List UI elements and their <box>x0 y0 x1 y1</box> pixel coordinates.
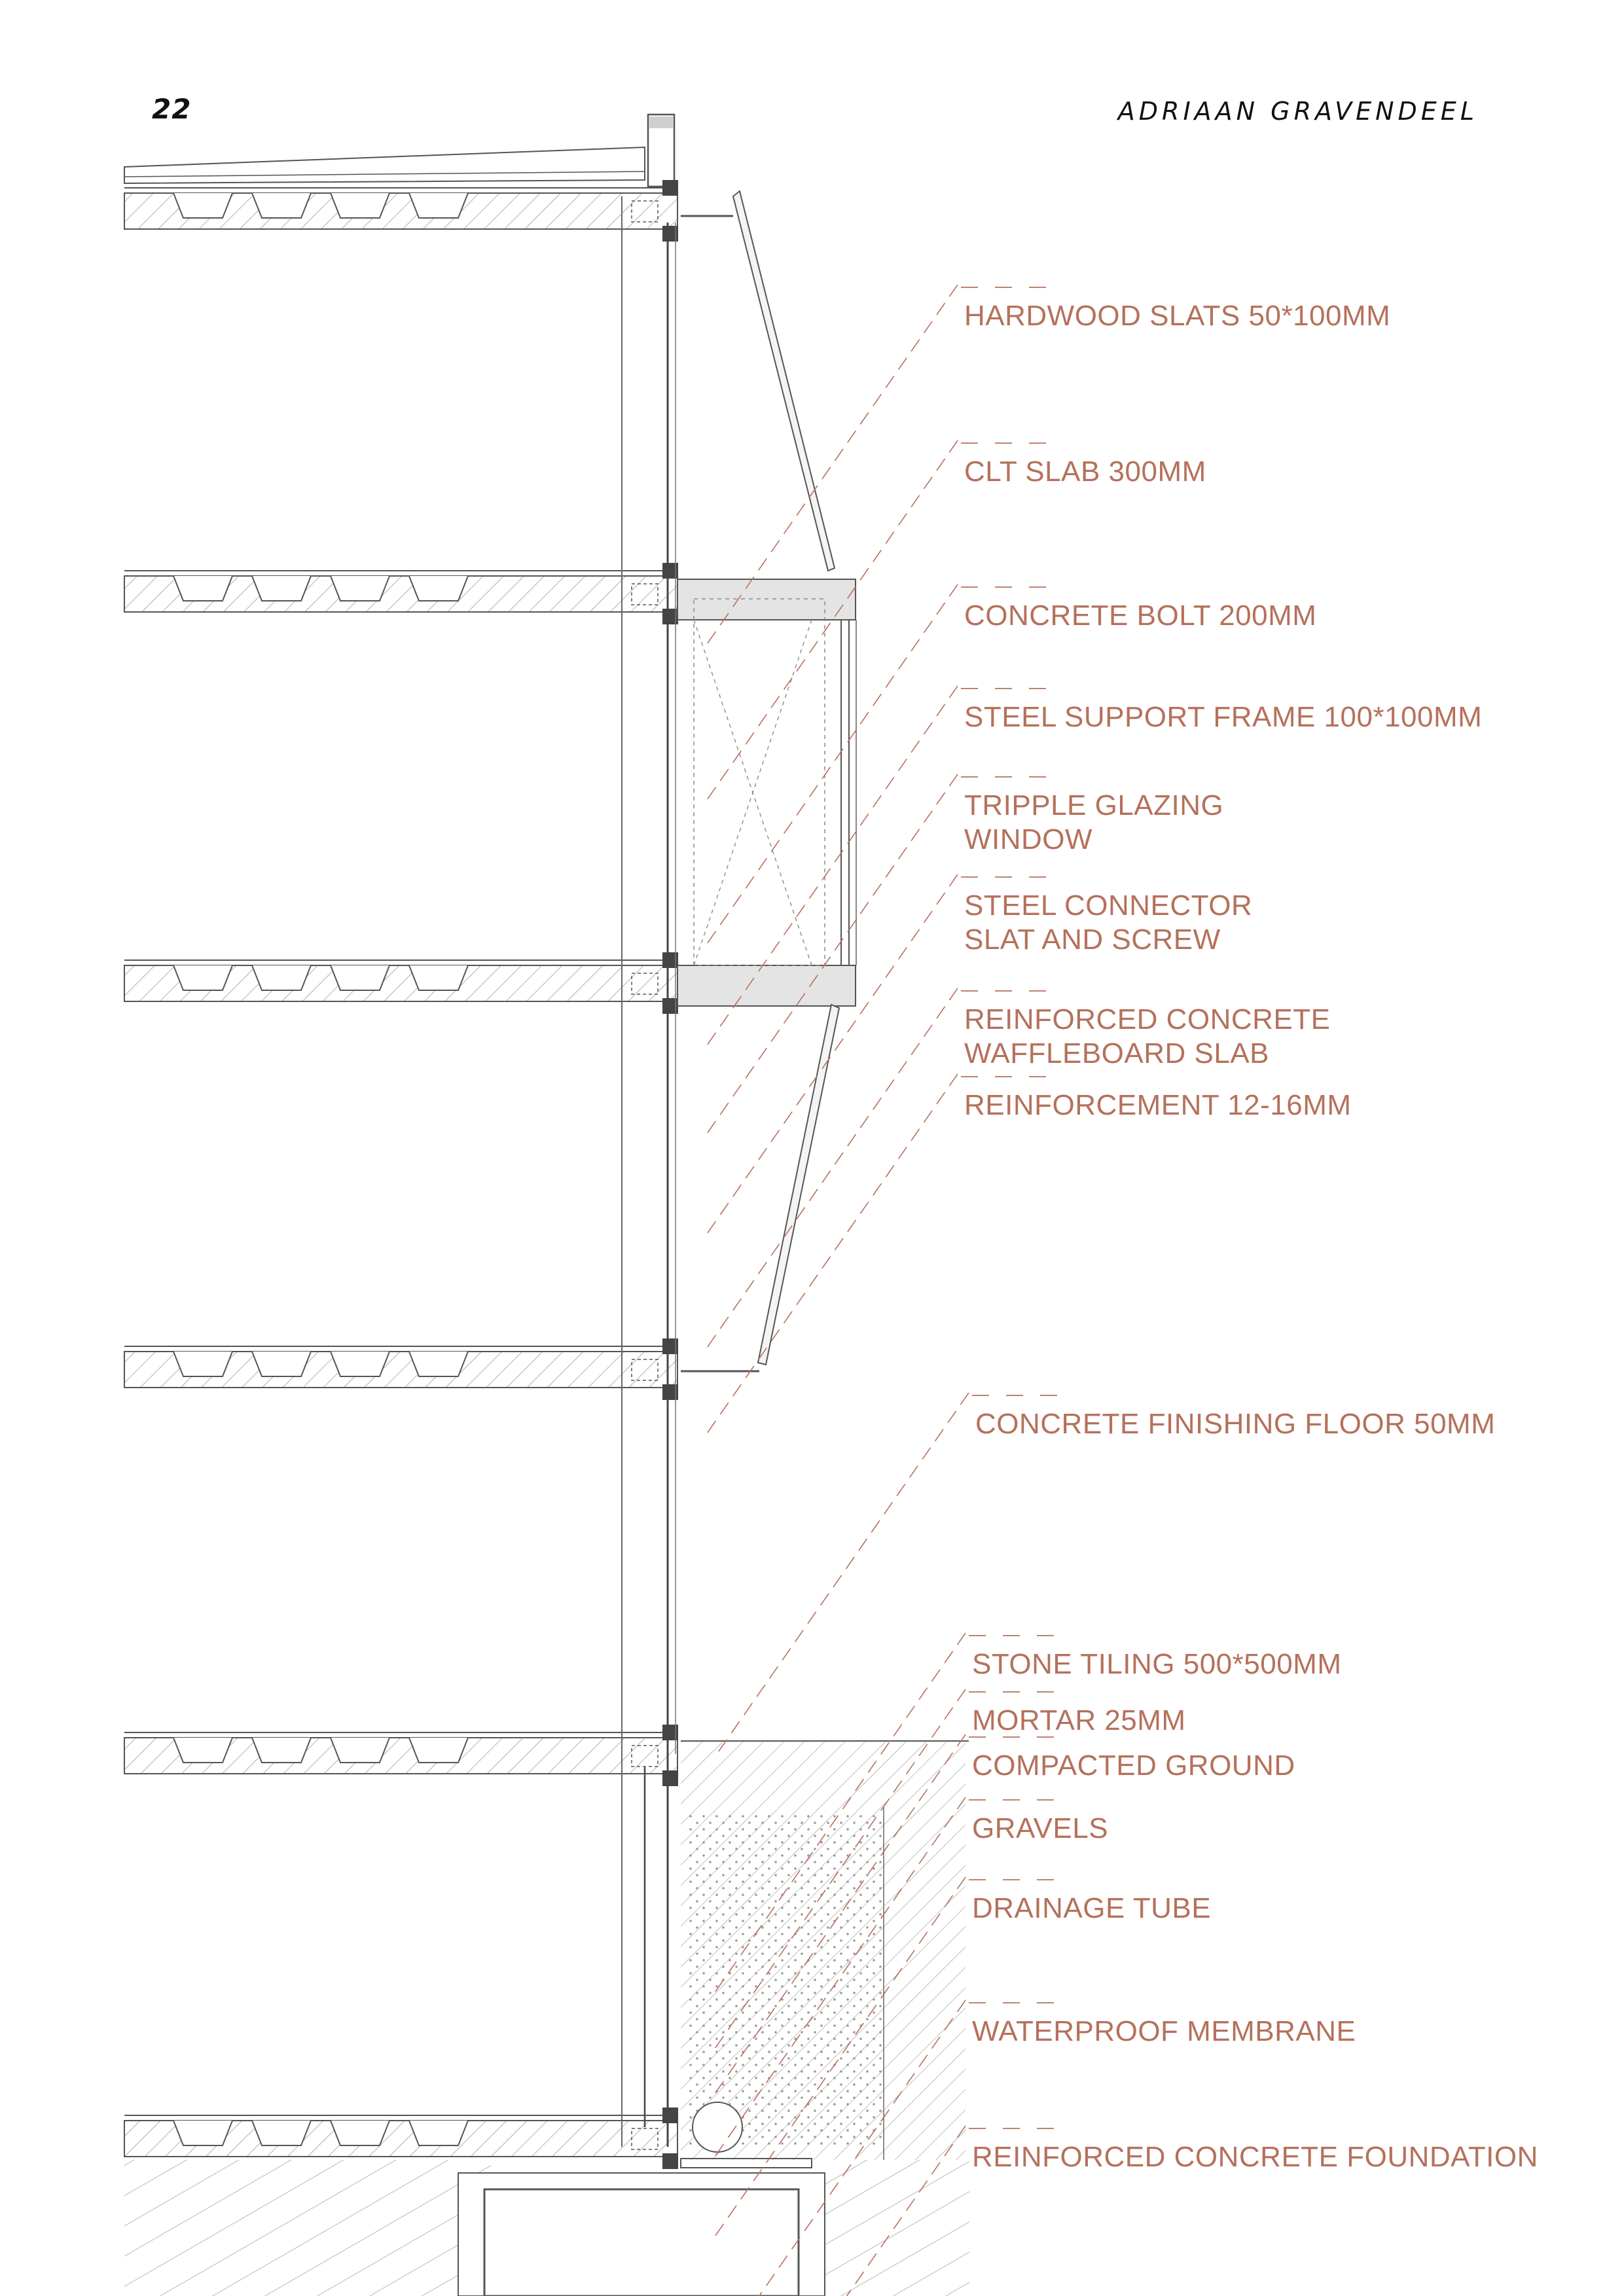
leader-line <box>706 774 958 1136</box>
facade-wall <box>622 196 676 2147</box>
annotation-label: REINFORCED CONCRETE FOUNDATION <box>972 2141 1538 2173</box>
floor-slab <box>124 563 678 624</box>
annotation-label: CONCRETE FINISHING FLOOR 50MM <box>975 1408 1496 1440</box>
foundation-basement <box>124 1741 969 2296</box>
floor-slab <box>124 952 678 1014</box>
annotation-label: MORTAR 25MM <box>972 1704 1186 1736</box>
annotation-label: WINDOW <box>964 823 1093 855</box>
concrete-bolt-bay <box>677 579 856 1006</box>
annotation-label: REINFORCEMENT 12-16MM <box>964 1089 1352 1121</box>
leader-line <box>706 584 958 946</box>
hardwood-slat-fins <box>681 191 839 1371</box>
annotation-label: HARDWOOD SLATS 50*100MM <box>964 300 1391 332</box>
annotation-item <box>706 1074 1352 1435</box>
annotation-label: STEEL CONNECTOR <box>964 889 1253 922</box>
leader-line <box>706 1074 958 1435</box>
floor-slab <box>124 1725 678 1786</box>
leader-line <box>706 440 958 802</box>
annotation-item <box>717 1393 1495 1754</box>
leader-line <box>706 874 958 1236</box>
annotation-label: TRIPPLE GLAZING <box>964 789 1224 821</box>
floor-slab <box>124 180 678 242</box>
annotation-label: WAFFLEBOARD SLAB <box>964 1037 1270 1069</box>
author-name: ADRIAAN GRAVENDEEL <box>1117 97 1478 126</box>
roof-parapet <box>124 115 674 187</box>
annotation-label: REINFORCED CONCRETE <box>964 1003 1331 1035</box>
page-number: 22 <box>152 93 192 125</box>
annotation-label: WATERPROOF MEMBRANE <box>972 2015 1356 2047</box>
annotation-label: STONE TILING 500*500MM <box>972 1648 1342 1680</box>
annotation-label: STEEL SUPPORT FRAME 100*100MM <box>964 701 1483 733</box>
annotation-label: GRAVELS <box>972 1812 1109 1844</box>
leader-line <box>717 1393 969 1754</box>
annotation-label: DRAINAGE TUBE <box>972 1892 1212 1924</box>
floor-slab <box>124 1338 678 1400</box>
annotation-label: CONCRETE BOLT 200MM <box>964 600 1317 632</box>
annotation-label: COMPACTED GROUND <box>972 1749 1295 1782</box>
annotation-label: SLAT AND SCREW <box>964 924 1221 956</box>
floor-slabs <box>124 180 678 2169</box>
floor-slab <box>124 2108 678 2169</box>
annotation-label: CLT SLAB 300MM <box>964 456 1206 488</box>
